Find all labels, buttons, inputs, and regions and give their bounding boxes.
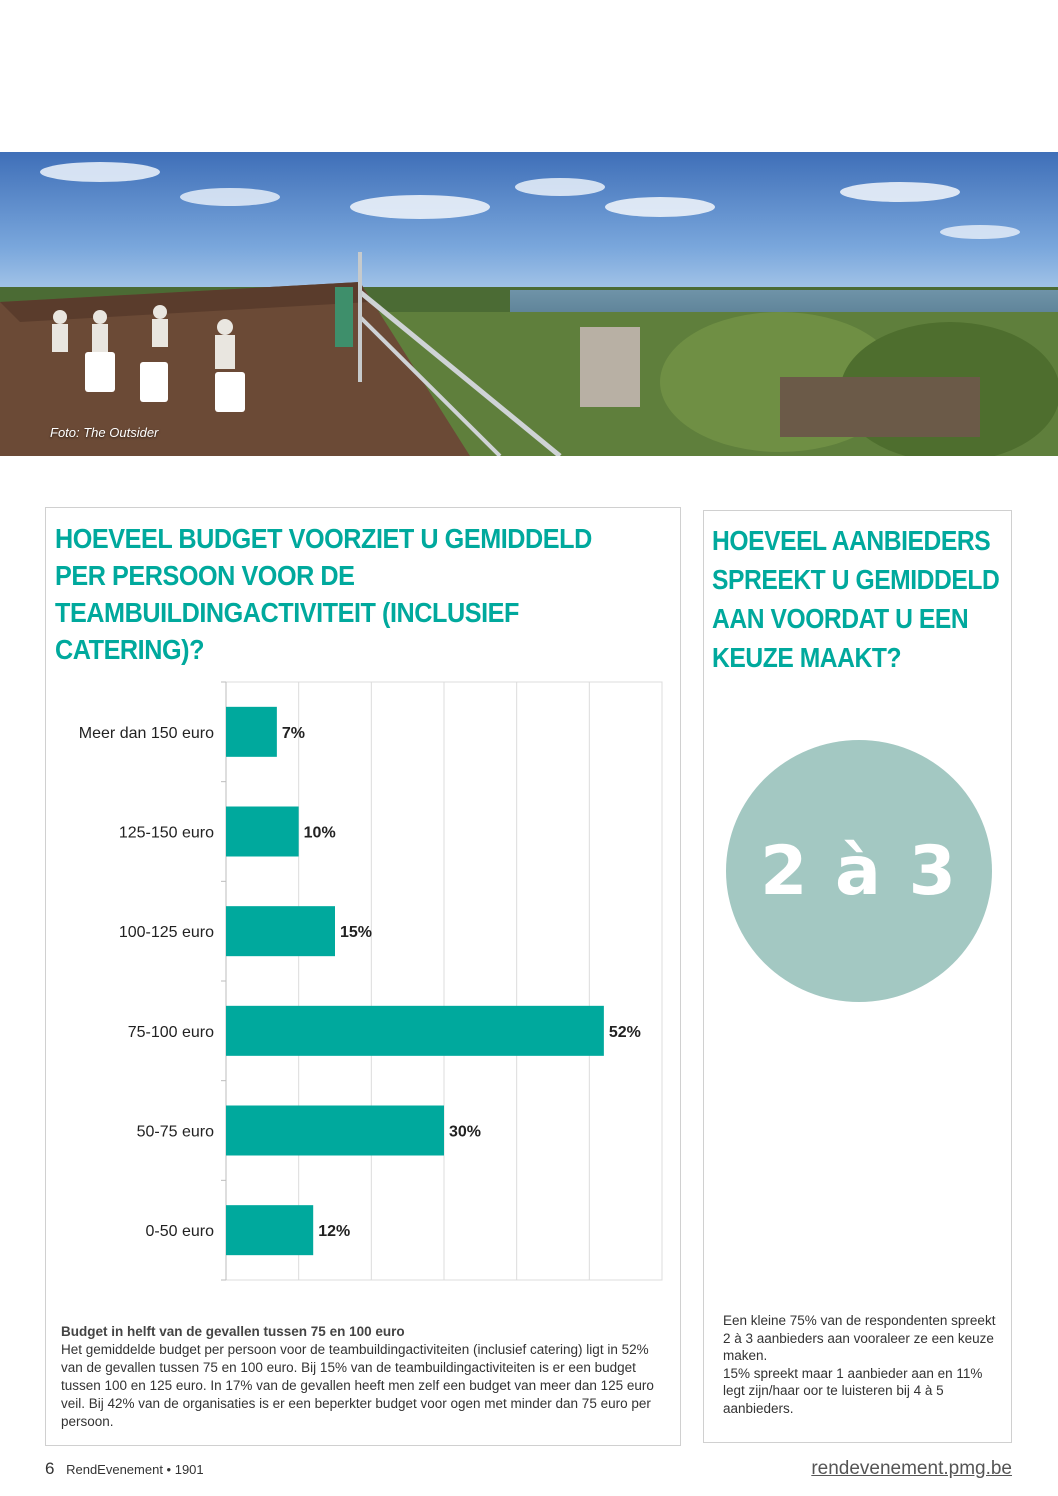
- page-number: 6: [45, 1459, 55, 1478]
- bar: [226, 906, 335, 956]
- category-label: 125-150 euro: [118, 824, 214, 842]
- value-label: 15%: [340, 924, 373, 942]
- providers-big-value: 2 à 3: [760, 831, 958, 911]
- category-label: Meer dan 150 euro: [78, 724, 214, 742]
- providers-circle: [726, 740, 992, 1002]
- category-label: 0-50 euro: [145, 1223, 214, 1241]
- publication-name: RendEvenement • 1901: [66, 1462, 204, 1477]
- category-label: 100-125 euro: [118, 924, 214, 942]
- header-photo: [0, 152, 1058, 456]
- budget-summary: [61, 1323, 671, 1431]
- value-label: 30%: [449, 1123, 482, 1141]
- photo-credit: Foto: The Outsider: [50, 425, 159, 440]
- category-label: 75-100 euro: [127, 1023, 214, 1041]
- chart-svg: [55, 680, 675, 1290]
- budget-question-title: HOEVEEL BUDGET VOORZIET U GEMIDDELD PER PERSOON VOOR DE TEAMBUILDINGACTIVITEIT (INCLUSIEF CATERING)?: [55, 523, 592, 665]
- providers-text: [723, 1312, 1003, 1417]
- value-label: 7%: [281, 724, 305, 742]
- value-label: 10%: [303, 824, 336, 842]
- bar: [226, 1006, 604, 1056]
- footer-left: [45, 1459, 204, 1479]
- category-label: 50-75 euro: [136, 1123, 214, 1141]
- bar: [226, 1106, 444, 1156]
- website-link[interactable]: rendevenement.pmg.be: [811, 1458, 1012, 1479]
- summary-heading: Budget in helft van de gevallen tussen 75 en 100 euro: [61, 1324, 405, 1339]
- providers-question-title: HOEVEEL AANBIEDERS SPREEKT U GEMIDDELD AAN VOORDAT U EEN KEUZE MAAKT?: [712, 525, 1000, 673]
- providers-text-line: 15% spreekt maar 1 aanbieder aan en 11% legt zijn/haar oor te luisteren bij 4 à 5 aanbieders.: [723, 1365, 983, 1416]
- value-label: 12%: [318, 1223, 351, 1241]
- bar: [226, 707, 277, 757]
- value-label: 52%: [608, 1023, 641, 1041]
- providers-text-line: Een kleine 75% van de respondenten spreekt 2 à 3 aanbieders aan vooraleer ze een keuze maken.: [723, 1313, 996, 1363]
- summary-body: Het gemiddelde budget per persoon voor de teambuildingactiviteiten (inclusief catering) ligt in 52% van de gevallen tussen 75 en 100 euro. Bij 15% van de teambuildingactiviteiten is er een budget tussen 100 en 125 euro. In 17% van de gevallen heeft men zelf een budget van meer dan 125 euro veil. Bij 42% van de organisaties is er een beperkter budget voor ogen met minder dan 75 euro per persoon.: [61, 1342, 654, 1429]
- bar: [226, 1205, 313, 1255]
- bar: [226, 807, 299, 857]
- budget-bar-chart: [55, 680, 675, 1290]
